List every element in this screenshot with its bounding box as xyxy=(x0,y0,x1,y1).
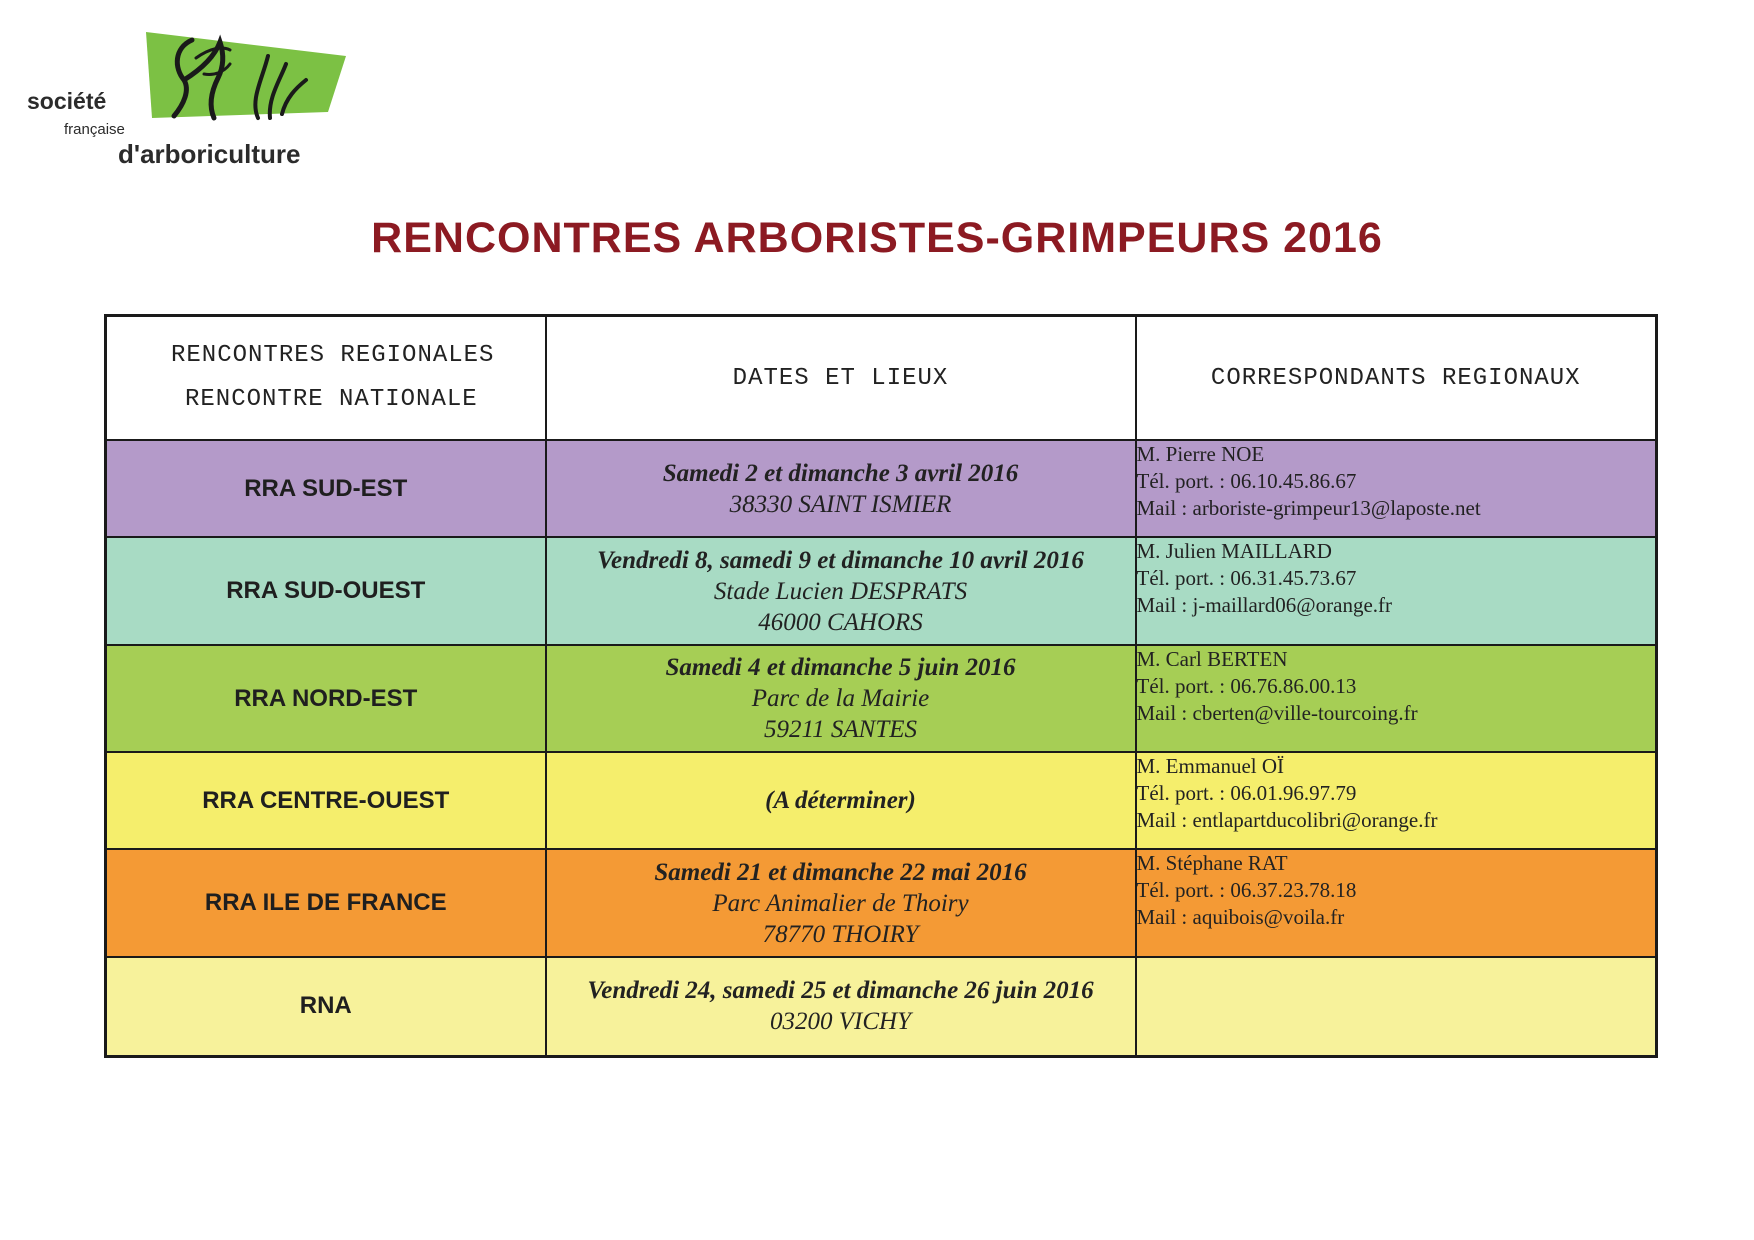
dates-cell xyxy=(546,752,1136,849)
logo-text-line2: française xyxy=(64,121,125,138)
dates-cell xyxy=(546,645,1136,752)
event-dates: (A déterminer) xyxy=(765,787,916,814)
contact-name: M. Stéphane RAT xyxy=(1136,851,1288,875)
contact-cell xyxy=(1136,440,1657,537)
table-row xyxy=(106,752,1657,849)
event-postcode: 78770 THOIRY xyxy=(762,920,919,948)
table-row xyxy=(106,849,1657,957)
contact-name: M. Emmanuel OÏ xyxy=(1136,754,1285,778)
event-dates: Samedi 2 et dimanche 3 avril 2016 xyxy=(662,459,1019,487)
header-regional-national xyxy=(106,316,546,441)
logo xyxy=(24,18,354,178)
table-row xyxy=(106,645,1657,752)
contact-cell xyxy=(1136,849,1657,957)
events-table xyxy=(104,314,1658,1058)
region-cell: RRA SUD-OUEST xyxy=(106,537,546,645)
event-place: Parc Animalier de Thoiry xyxy=(712,889,969,917)
region-cell: RRA SUD-EST xyxy=(106,440,546,537)
contact-cell xyxy=(1136,957,1657,1056)
contact-cell xyxy=(1136,752,1657,849)
region-cell: RRA ILE DE FRANCE xyxy=(106,849,546,957)
event-dates: Samedi 21 et dimanche 22 mai 2016 xyxy=(654,858,1027,886)
table-row xyxy=(106,537,1657,645)
contact-phone: Tél. port. : 06.01.96.97.79 xyxy=(1136,781,1357,805)
event-place: 38330 SAINT ISMIER xyxy=(729,490,952,518)
contact-phone: Tél. port. : 06.10.45.86.67 xyxy=(1136,469,1357,493)
contact-cell xyxy=(1136,537,1657,645)
event-dates: Vendredi 8, samedi 9 et dimanche 10 avril 2016 xyxy=(597,546,1084,574)
dates-cell xyxy=(546,957,1136,1056)
contact-mail[interactable]: Mail : j-maillard06@orange.fr xyxy=(1136,593,1393,617)
event-dates: Vendredi 24, samedi 25 et dimanche 26 juin 2016 xyxy=(587,977,1094,1005)
contact-mail[interactable]: Mail : arboriste-grimpeur13@laposte.net xyxy=(1136,496,1481,520)
contact-mail[interactable]: Mail : aquibois@voila.fr xyxy=(1136,905,1345,929)
contact-cell xyxy=(1136,645,1657,752)
page-title: RENCONTRES ARBORISTES-GRIMPEURS 2016 xyxy=(371,214,1383,262)
region-cell: RRA CENTRE-OUEST xyxy=(106,752,546,849)
logo-text-line3: d'arboriculture xyxy=(118,139,301,169)
logo-text-line1: société xyxy=(27,88,107,114)
table-header-row xyxy=(106,316,1657,441)
dates-cell xyxy=(546,849,1136,957)
region-cell: RRA NORD-EST xyxy=(106,645,546,752)
dates-cell xyxy=(546,440,1136,537)
dates-cell xyxy=(546,537,1136,645)
event-place: 03200 VICHY xyxy=(770,1008,911,1036)
contact-mail[interactable]: Mail : entlapartducolibri@orange.fr xyxy=(1136,808,1438,832)
contact-name: M. Julien MAILLARD xyxy=(1136,539,1332,563)
event-postcode: 46000 CAHORS xyxy=(758,608,923,636)
event-postcode: 59211 SANTES xyxy=(763,716,917,743)
table-row xyxy=(106,440,1657,537)
header-contacts: CORRESPONDANTS REGIONAUX xyxy=(1136,316,1657,441)
event-dates: Samedi 4 et dimanche 5 juin 2016 xyxy=(665,654,1016,681)
header-dates: DATES ET LIEUX xyxy=(546,316,1136,441)
contact-name: M. Carl BERTEN xyxy=(1136,647,1288,671)
header-regional: RENCONTRES REGIONALES xyxy=(171,342,495,369)
contact-phone: Tél. port. : 06.37.23.78.18 xyxy=(1136,878,1357,902)
table-row xyxy=(106,957,1657,1056)
contact-name: M. Pierre NOE xyxy=(1136,442,1265,466)
contact-phone: Tél. port. : 06.31.45.73.67 xyxy=(1136,566,1357,590)
contact-mail[interactable]: Mail : cberten@ville-tourcoing.fr xyxy=(1136,701,1418,725)
region-cell: RNA xyxy=(106,957,546,1056)
event-place: Parc de la Mairie xyxy=(751,685,930,712)
header-national: RENCONTRE NATIONALE xyxy=(185,386,478,413)
contact-phone: Tél. port. : 06.76.86.00.13 xyxy=(1136,674,1357,698)
event-place: Stade Lucien DESPRATS xyxy=(713,577,968,605)
